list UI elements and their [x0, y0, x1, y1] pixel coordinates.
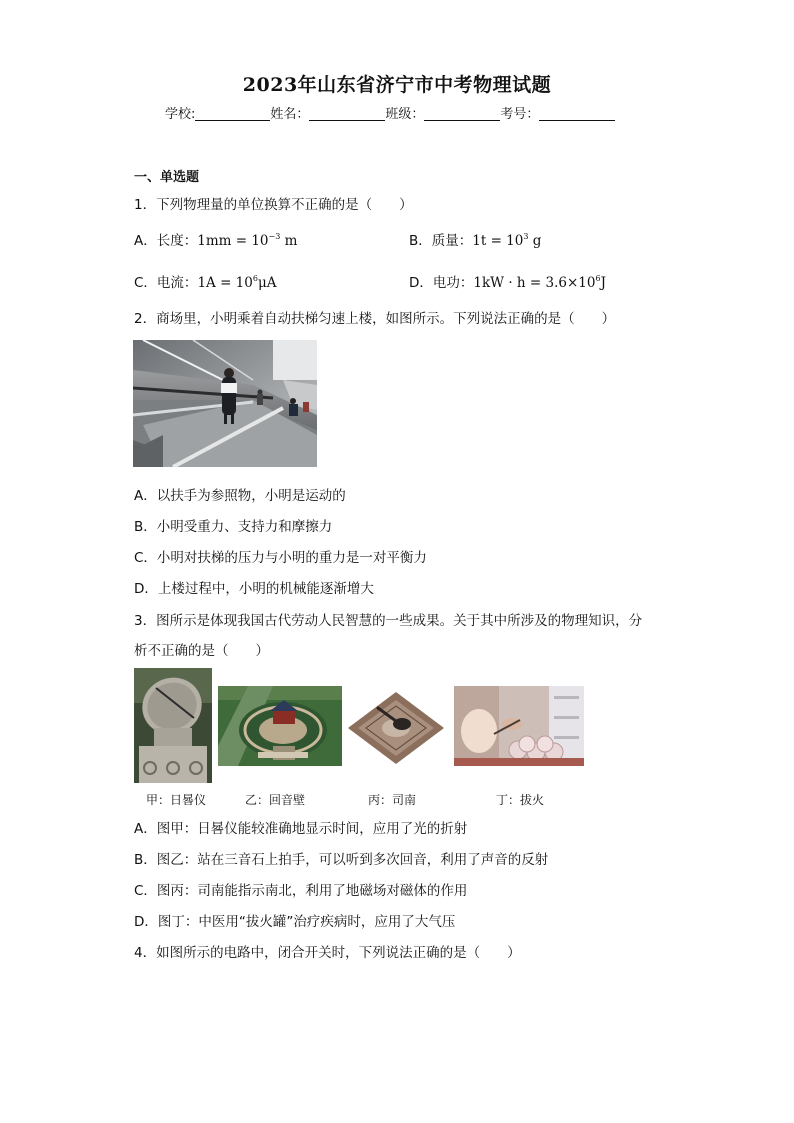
q1-c-math: 1A = 10 — [197, 275, 253, 291]
q3-stem-line1: 3．图所示是体现我国古代劳动人民智慧的一些成果。关于其中所涉及的物理知识，分 — [134, 613, 643, 629]
q1-a-exp: −3 — [268, 232, 281, 241]
page-title: 2023年山东省济宁市中考物理试题 — [242, 74, 552, 96]
school-label: 学校: — [165, 107, 196, 122]
q2-option-c: C．小明对扶梯的压力与小明的重力是一对平衡力 — [134, 550, 427, 566]
q1-c-unit: μA — [257, 275, 277, 291]
q3-option-b: B．图乙：站在三音石上拍手，可以听到多次回音，利用了声音的反射 — [134, 852, 549, 868]
q1-a-unit: m — [280, 233, 298, 249]
q1-d-label: D．电功： — [409, 275, 474, 291]
q1-b-exp: 3 — [523, 232, 529, 241]
q2-stem: 2．商场里，小明乘着自动扶梯匀速上楼，如图所示。下列说法正确的是（ ） — [134, 311, 616, 327]
q3-stem-line2: 析不正确的是（ ） — [134, 643, 269, 659]
echo-wall-photo — [218, 686, 342, 766]
number-label: 考号： — [500, 107, 540, 122]
q1-b-unit: g — [528, 233, 542, 249]
q2-option-b: B．小明受重力、支持力和摩擦力 — [134, 519, 333, 535]
caption-compass: 丙：司南 — [368, 793, 417, 807]
q1-option-c — [134, 271, 276, 291]
q1-stem: 1．下列物理量的单位换算不正确的是（ ） — [134, 197, 413, 213]
name-label: 姓名： — [270, 107, 310, 122]
q2-option-a: A．以扶手为参照物，小明是运动的 — [134, 488, 346, 504]
sundial-photo — [134, 668, 212, 783]
q1-d-math: 1kW · h = 3.6×10 — [473, 275, 596, 291]
caption-cupping: 丁：拔火 — [496, 793, 545, 807]
q1-option-b — [409, 229, 541, 249]
class-label: 班级： — [385, 107, 425, 122]
q1-option-d — [409, 271, 606, 291]
student-info-line — [165, 103, 615, 122]
school-blank[interactable] — [195, 106, 270, 121]
caption-sundial: 甲：日晷仪 — [146, 793, 207, 807]
cupping-photo — [454, 686, 584, 766]
q1-b-math: 1t = 10 — [472, 233, 524, 249]
caption-echo-wall: 乙：回音壁 — [245, 793, 306, 807]
name-blank[interactable] — [309, 106, 385, 121]
q4-stem: 4．如图所示的电路中，闭合开关时，下列说法正确的是（ ） — [134, 945, 521, 961]
q1-d-exp: 6 — [595, 274, 601, 283]
q1-option-a — [134, 229, 297, 249]
q1-c-label: C．电流： — [134, 275, 198, 291]
q1-d-unit: J — [600, 275, 606, 291]
section-heading: 一、单选题 — [134, 170, 200, 185]
escalator-photo — [133, 340, 317, 467]
q3-option-a: A．图甲：日晷仪能较准确地显示时间，应用了光的折射 — [134, 821, 468, 837]
q3-option-d: D．图丁：中医用“拔火罐”治疗疾病时，应用了大气压 — [134, 914, 456, 930]
number-blank[interactable] — [539, 106, 615, 121]
q1-a-math: 1mm = 10 — [197, 233, 269, 249]
q1-c-exp: 6 — [252, 274, 258, 283]
q3-option-c: C．图丙：司南能指示南北，利用了地磁场对磁体的作用 — [134, 883, 468, 899]
compass-photo — [346, 688, 446, 766]
class-blank[interactable] — [424, 106, 500, 121]
q2-option-d: D．上楼过程中，小明的机械能逐渐增大 — [134, 581, 374, 597]
q1-b-label: B．质量： — [409, 233, 473, 249]
q1-a-label: A．长度： — [134, 233, 198, 249]
